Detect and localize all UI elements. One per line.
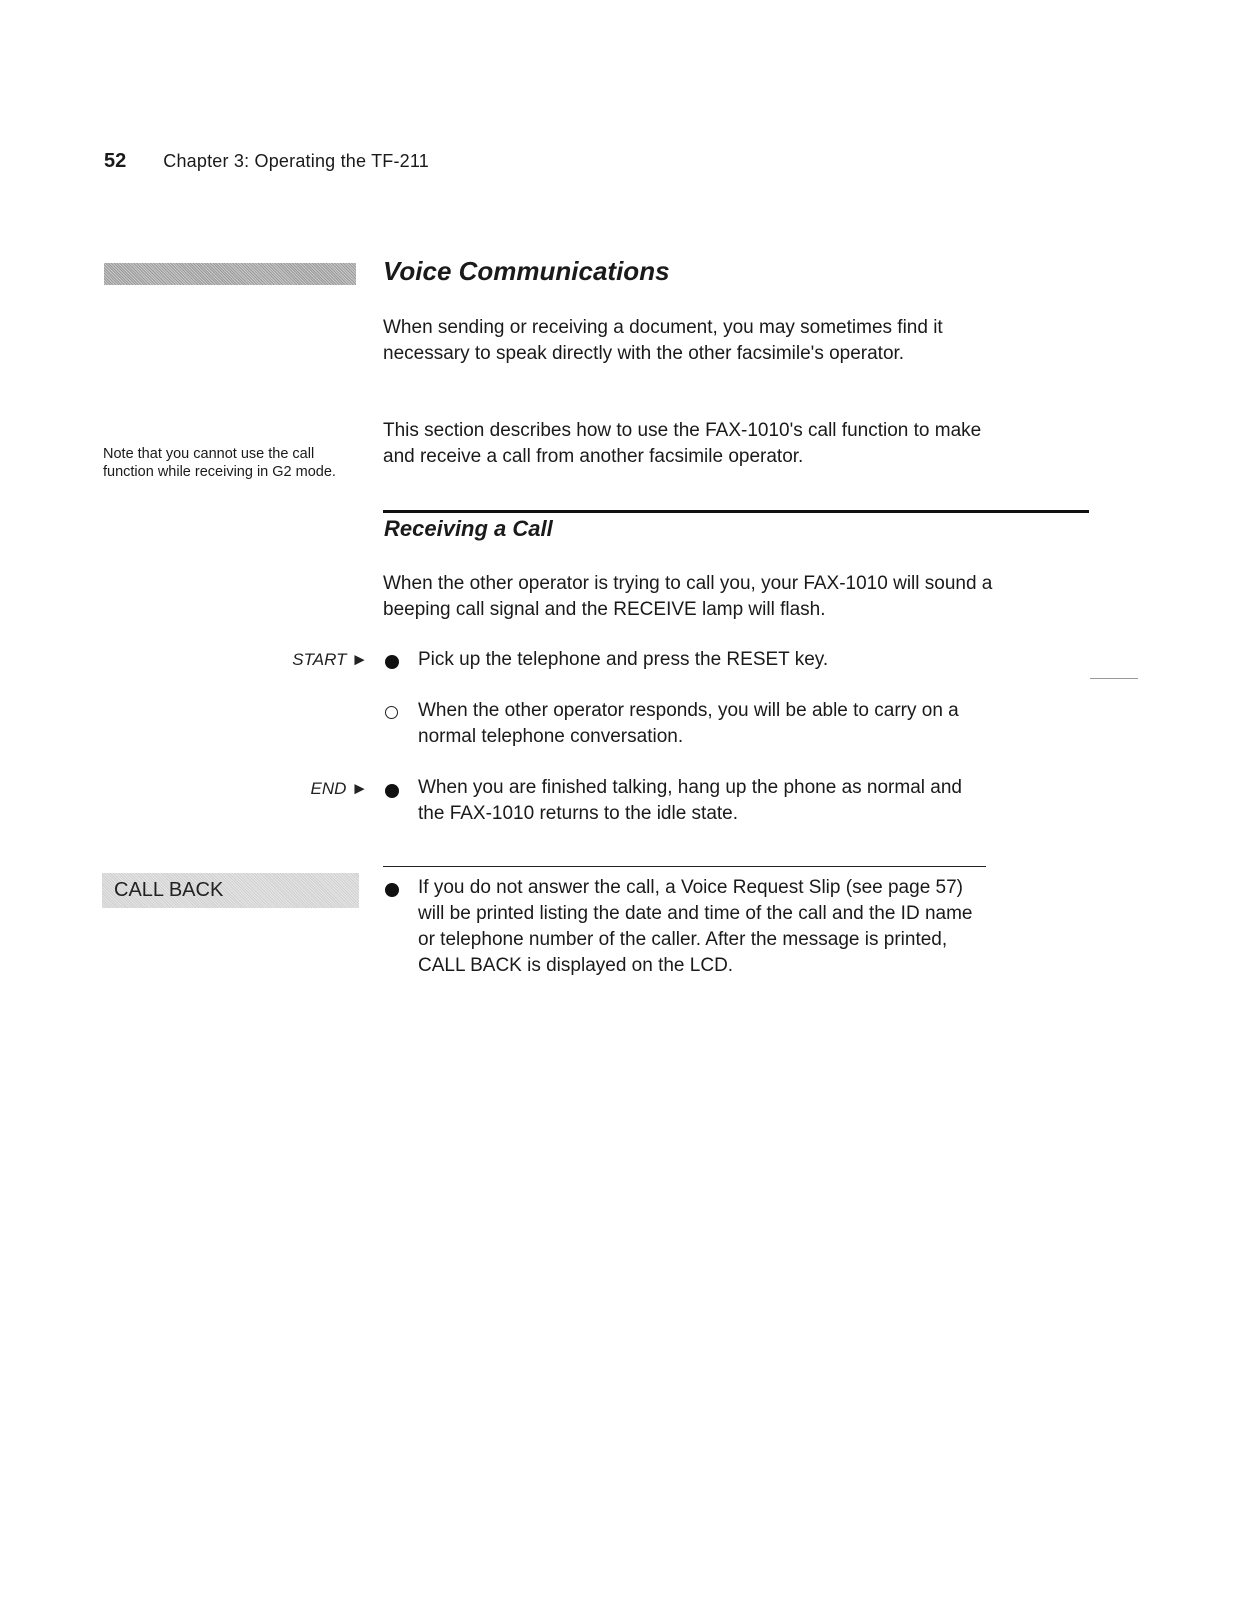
filled-bullet-icon: [385, 784, 399, 798]
margin-tick: [1090, 678, 1138, 679]
page-number: 52: [104, 150, 127, 172]
section-paragraph-2: This section describes how to use the FAX-1010's call function to make and receive a call from another facsimile operator.: [383, 420, 982, 467]
section-paragraph-1: When sending or receiving a document, you may sometimes find it necessary to speak directly with the other facsimile's operator.: [383, 317, 943, 364]
step-3-text: When you are finished talking, hang up the phone as normal and the FAX-1010 returns to the idle state.: [418, 777, 962, 824]
callback-text: If you do not answer the call, a Voice Request Slip (see page 57) will be printed listing the date and time of the call and the ID name or telephone number of the caller. After the message is printed, CALL BACK is displayed on the LCD.: [418, 877, 973, 976]
open-bullet-icon: [385, 706, 398, 719]
step-1-text: Pick up the telephone and press the RESET key.: [418, 649, 829, 670]
chapter-title: Chapter 3: Operating the TF-211: [163, 151, 429, 171]
callback-label: CALL BACK: [114, 879, 224, 901]
step-2-text: When the other operator responds, you will be able to carry on a normal telephone conversation.: [418, 700, 959, 747]
section-divider: [383, 510, 1089, 513]
end-marker: END ►: [310, 779, 368, 798]
running-header: [104, 150, 429, 173]
start-marker: START ►: [292, 650, 368, 669]
callback-label-box: [102, 873, 359, 908]
subsection-title: Receiving a Call: [384, 516, 553, 541]
filled-bullet-icon: [385, 655, 399, 669]
callback-divider: [383, 866, 986, 867]
subsection-intro: When the other operator is trying to call you, your FAX-1010 will sound a beeping call signal and the RECEIVE lamp will flash.: [383, 573, 993, 620]
side-note: Note that you cannot use the call function while receiving in G2 mode.: [103, 446, 336, 480]
section-marker-bar: [104, 263, 356, 285]
filled-bullet-icon: [385, 883, 399, 897]
section-title: Voice Communications: [383, 256, 670, 286]
